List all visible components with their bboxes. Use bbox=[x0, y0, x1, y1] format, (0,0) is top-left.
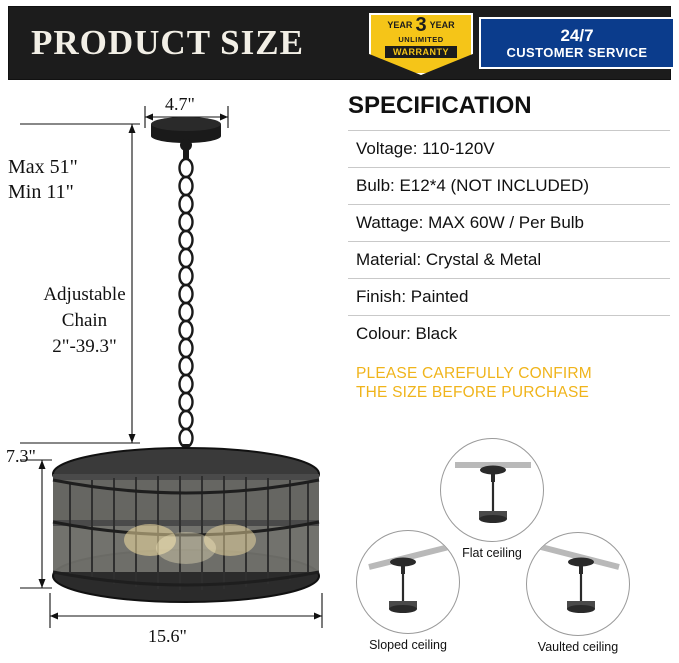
badge-year-right: YEAR bbox=[429, 20, 455, 30]
dimension-min-height: Min 11" bbox=[8, 181, 74, 203]
ceiling-sloped bbox=[356, 530, 460, 652]
badge-warranty: WARRANTY bbox=[385, 46, 457, 58]
size-confirm-note bbox=[356, 364, 679, 402]
size-confirm-note-line1: PLEASE CAREFULLY CONFIRM bbox=[356, 365, 592, 382]
chain-label-line1: Adjustable bbox=[43, 284, 126, 305]
dimension-shade-height: 7.3" bbox=[6, 446, 36, 466]
ceiling-flat bbox=[440, 438, 544, 560]
dimension-max-height: Max 51" bbox=[8, 156, 78, 178]
header-bar bbox=[8, 6, 671, 80]
warranty-badge bbox=[361, 11, 481, 77]
ceiling-flat-label: Flat ceiling bbox=[462, 546, 522, 560]
dimension-shade-width: 15.6" bbox=[148, 626, 187, 646]
spec-item-voltage: Voltage: 110-120V bbox=[348, 130, 670, 167]
flat-ceiling-icon bbox=[441, 439, 544, 542]
spec-item-material: Material: Crystal & Metal bbox=[348, 241, 670, 278]
ceiling-vaulted-illustration bbox=[526, 532, 630, 636]
badge-year-number: 3 bbox=[415, 14, 427, 36]
specification-list bbox=[348, 130, 670, 352]
service-hours: 24/7 bbox=[560, 26, 594, 45]
chain-label-line2: Chain bbox=[61, 310, 108, 331]
customer-service-box bbox=[479, 17, 675, 69]
service-label: CUSTOMER SERVICE bbox=[506, 45, 648, 60]
specification-title: SPECIFICATION bbox=[348, 92, 532, 119]
sloped-ceiling-icon bbox=[357, 531, 460, 634]
ceiling-sloped-illustration bbox=[356, 530, 460, 634]
specification-panel bbox=[334, 92, 679, 401]
product-diagram bbox=[0, 88, 334, 663]
ceiling-sloped-label: Sloped ceiling bbox=[369, 638, 447, 652]
ceiling-vaulted bbox=[526, 532, 630, 654]
spec-item-wattage: Wattage: MAX 60W / Per Bulb bbox=[348, 204, 670, 241]
spec-item-colour: Colour: Black bbox=[348, 315, 670, 352]
badge-year-left: YEAR bbox=[387, 20, 413, 30]
size-confirm-note-line2: THE SIZE BEFORE PURCHASE bbox=[356, 384, 590, 401]
spec-item-finish: Finish: Painted bbox=[348, 278, 670, 315]
page-title: PRODUCT SIZE bbox=[31, 23, 304, 62]
ceiling-mount-group bbox=[334, 420, 679, 663]
spec-item-bulb: Bulb: E12*4 (NOT INCLUDED) bbox=[348, 167, 670, 204]
ceiling-flat-illustration bbox=[440, 438, 544, 542]
vaulted-ceiling-icon bbox=[527, 533, 630, 636]
ceiling-vaulted-label: Vaulted ceiling bbox=[537, 640, 619, 654]
dimension-top-width: 4.7" bbox=[165, 94, 195, 114]
badge-unlimited: UNLIMITED bbox=[398, 35, 444, 44]
chain-label-line3: 2"-39.3" bbox=[52, 336, 117, 357]
